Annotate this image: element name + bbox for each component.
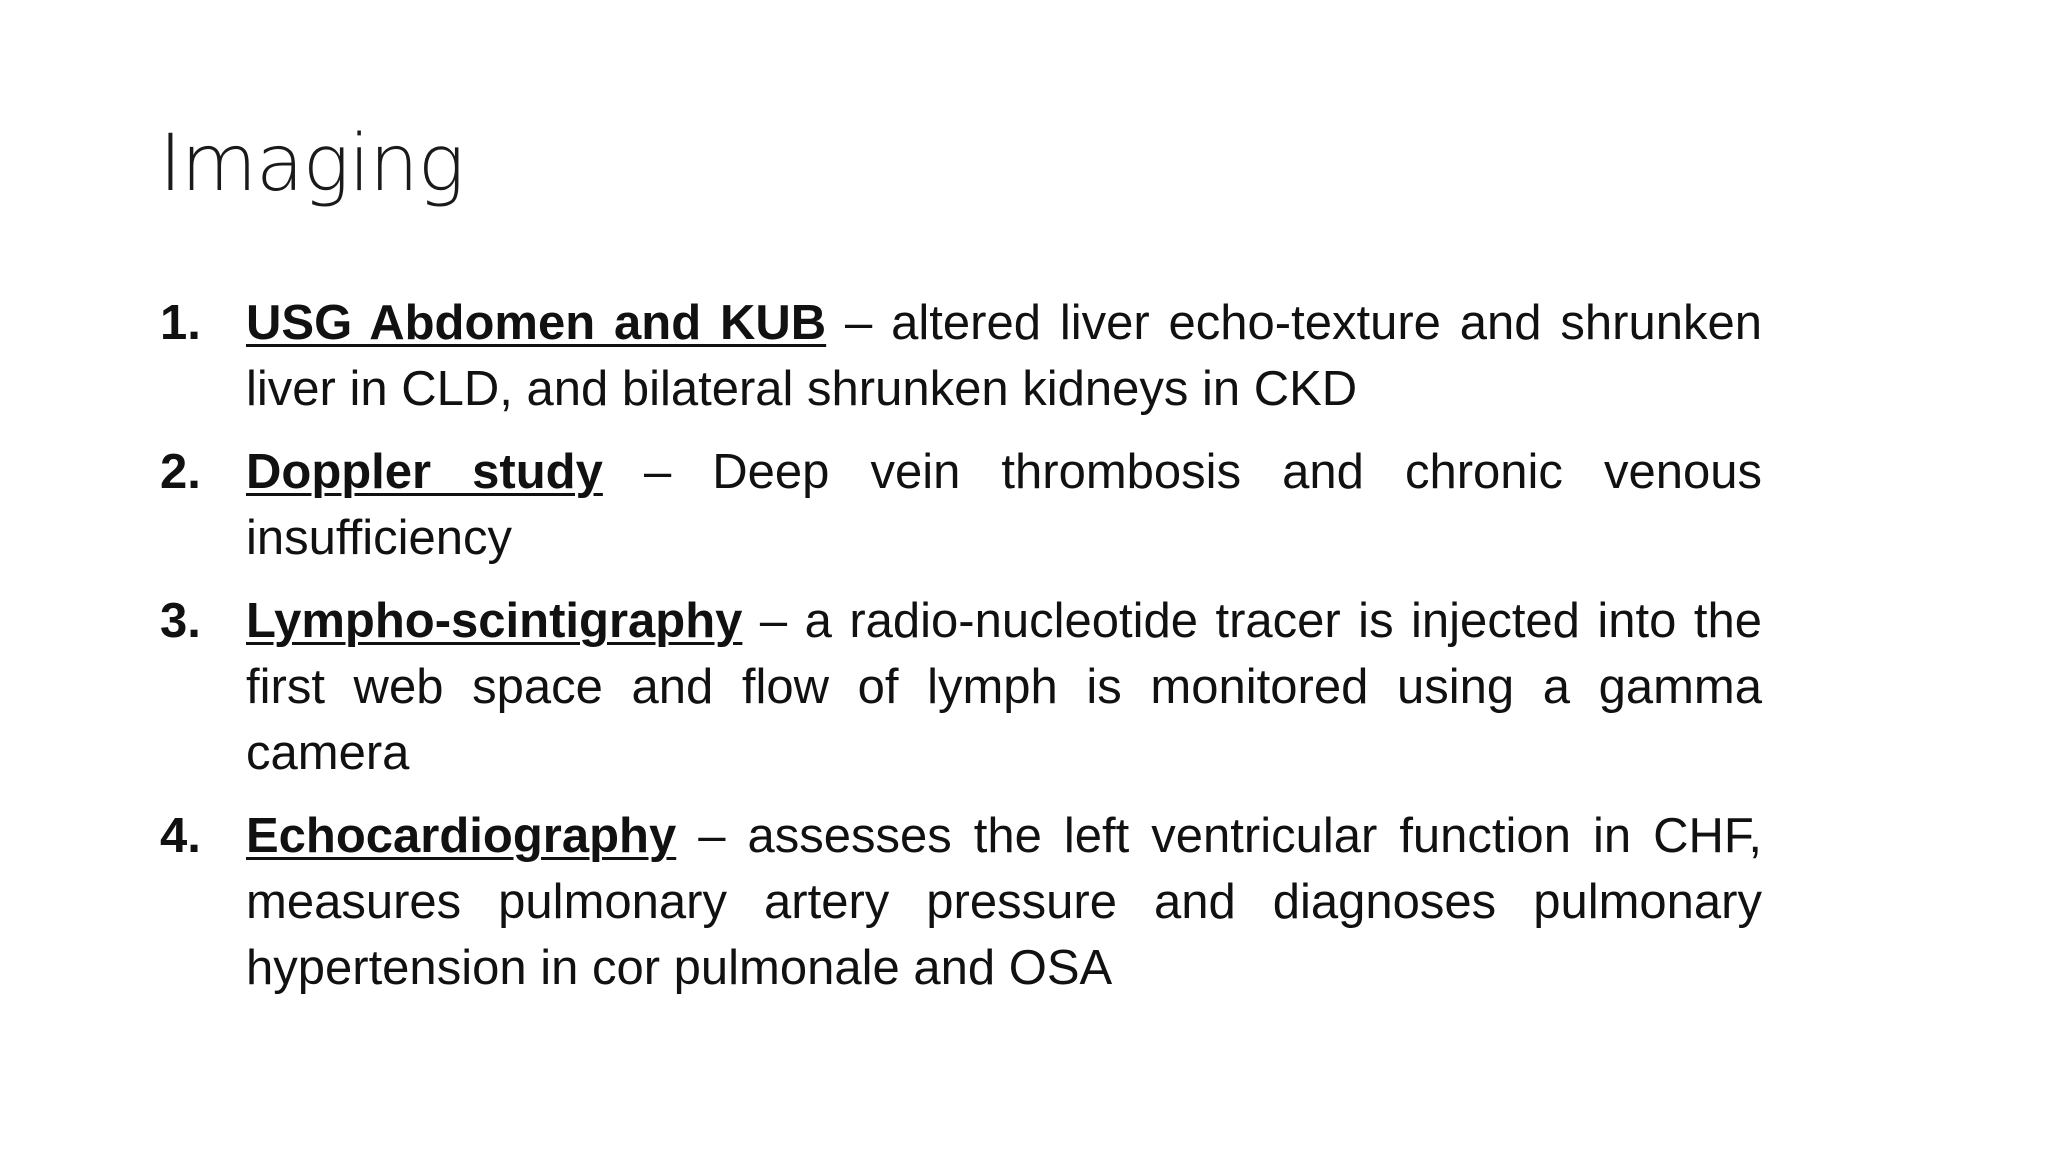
list-item-lymphoscintigraphy — [160, 588, 1762, 786]
item-number: 2. — [160, 445, 201, 499]
item-number: 4. — [160, 809, 201, 863]
item-description: altered liver echo-texture and shrunken liver in CLD, and bilateral shrunken kidneys in CKD — [246, 296, 1762, 416]
item-term: Lympho-scintigraphy — [246, 594, 743, 648]
item-term: USG Abdomen and KUB — [246, 296, 827, 350]
list-item-echocardiography — [160, 803, 1762, 1001]
item-separator: – — [602, 445, 713, 499]
item-separator: – — [826, 296, 892, 350]
list-item-doppler — [160, 439, 1762, 571]
list-item-usg — [160, 290, 1762, 422]
item-number: 3. — [160, 594, 201, 648]
item-description: assesses the left ventricular function in CHF, measures pulmonary artery pressure and diagnoses pulmonary hypertension in cor pulmonale and OSA — [246, 809, 1762, 995]
imaging-list — [160, 290, 1762, 1018]
item-description: Deep vein thrombosis and chronic venous insufficiency — [246, 445, 1762, 565]
item-number: 1. — [160, 296, 201, 350]
item-description: a radio-nucleotide tracer is injected into the first web space and flow of lymph is monitored using a gamma camera — [246, 594, 1762, 780]
item-separator: – — [742, 594, 805, 648]
slide-title: Imaging — [159, 119, 464, 209]
item-term: Echocardiography — [246, 809, 677, 863]
item-separator: – — [676, 809, 748, 863]
item-term: Doppler study — [246, 445, 603, 499]
